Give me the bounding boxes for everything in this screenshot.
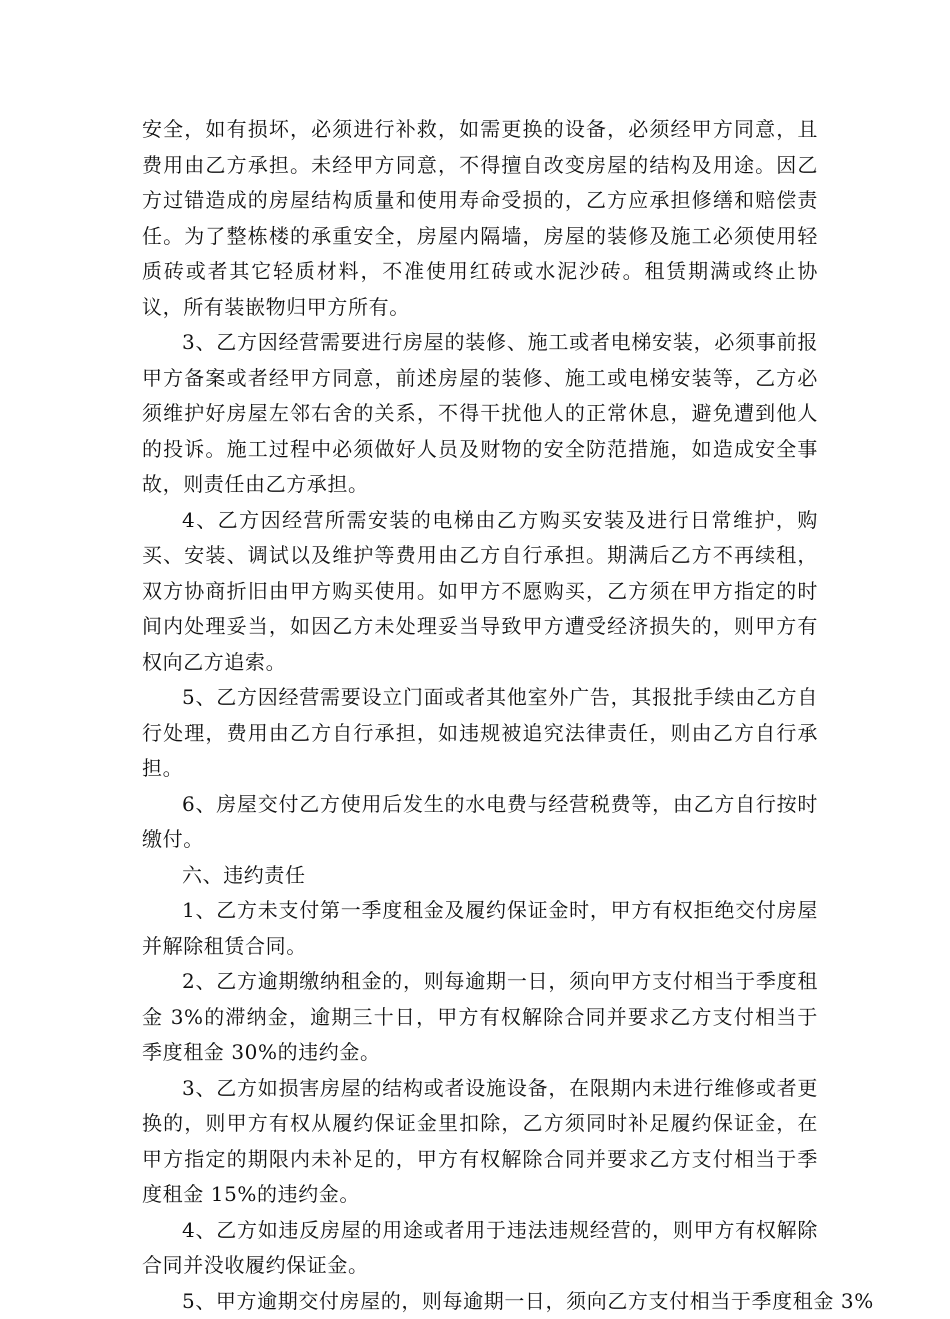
- document-body: [142, 112, 818, 1319]
- paragraph-clause-6-utilities: 6、房屋交付乙方使用后发生的水电费与经营税费等，由乙方自行按时缴付。: [142, 787, 818, 858]
- paragraph-breach-3: 3、乙方如损害房屋的结构或者设施设备，在限期内未进行维修或者更换的，则甲方有权从履约保证金里扣除，乙方须同时补足履约保证金，在甲方指定的期限内未补足的，甲方有权解除合同并要求乙方支付相当于季度租金 15%的违约金。: [142, 1071, 818, 1213]
- paragraph-clause-3-renovation: 3、乙方因经营需要进行房屋的装修、施工或者电梯安装，必须事前报甲方备案或者经甲方同意，前述房屋的装修、施工或电梯安装等，乙方必须维护好房屋左邻右舍的关系，不得干扰他人的正常休息，避免遭到他人的投诉。施工过程中必须做好人员及财物的安全防范措施，如造成安全事故，则责任由乙方承担。: [142, 325, 818, 503]
- paragraph-breach-5: 5、甲方逾期交付房屋的，则每逾期一日，须向乙方支付相当于季度租金 3%: [142, 1284, 818, 1319]
- paragraph-breach-2: 2、乙方逾期缴纳租金的，则每逾期一日，须向甲方支付相当于季度租金 3%的滞纳金，逾期三十日，甲方有权解除合同并要求乙方支付相当于季度租金 30%的违约金。: [142, 964, 818, 1071]
- paragraph-maintenance-liability: 安全，如有损坏，必须进行补救，如需更换的设备，必须经甲方同意，且费用由乙方承担。未经甲方同意，不得擅自改变房屋的结构及用途。因乙方过错造成的房屋结构质量和使用寿命受损的，乙方应承担修缮和赔偿责任。为了整栋楼的承重安全，房屋内隔墙，房屋的装修及施工必须使用轻质砖或者其它轻质材料，不准使用红砖或水泥沙砖。租赁期满或终止协议，所有装嵌物归甲方所有。: [142, 112, 818, 325]
- paragraph-breach-4: 4、乙方如违反房屋的用途或者用于违法违规经营的，则甲方有权解除合同并没收履约保证金。: [142, 1213, 818, 1284]
- paragraph-breach-1: 1、乙方未支付第一季度租金及履约保证金时，甲方有权拒绝交付房屋并解除租赁合同。: [142, 893, 818, 964]
- paragraph-clause-4-elevator: 4、乙方因经营所需安装的电梯由乙方购买安装及进行日常维护，购买、安装、调试以及维护等费用由乙方自行承担。期满后乙方不再续租，双方协商折旧由甲方购买使用。如甲方不愿购买，乙方须在甲方指定的时间内处理妥当，如因乙方未处理妥当导致甲方遭受经济损失的，则甲方有权向乙方追索。: [142, 503, 818, 681]
- section-heading-breach-liability: 六、违约责任: [142, 858, 818, 894]
- paragraph-clause-5-advertising: 5、乙方因经营需要设立门面或者其他室外广告，其报批手续由乙方自行处理，费用由乙方自行承担，如违规被追究法律责任，则由乙方自行承担。: [142, 680, 818, 787]
